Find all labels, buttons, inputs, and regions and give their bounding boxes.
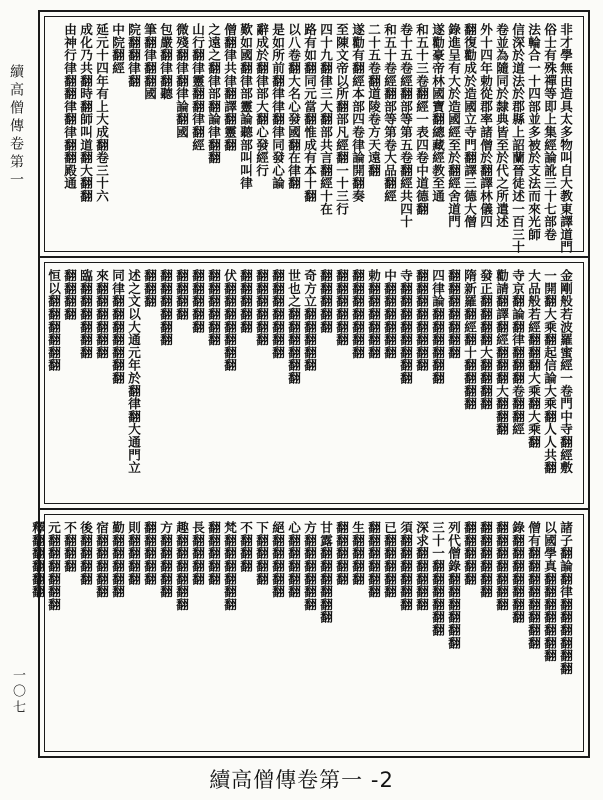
- text-column: 翻翻翻: [142, 269, 157, 308]
- text-column: 恒以翻翻翻翻翻翻: [46, 269, 61, 372]
- text-column: 方翻翻翻翻翻: [158, 521, 173, 598]
- text-column: 寺翻翻翻翻翻翻翻翻: [398, 269, 413, 385]
- text-column: 四十九翻律三大翻部共言翻經十在: [318, 23, 333, 215]
- text-column: 方翻翻翻翻翻翻: [302, 521, 317, 611]
- text-column: 心翻翻翻翻翻: [286, 521, 301, 598]
- text-column: 微殘翻律翻律論翻國: [174, 23, 189, 139]
- text-column: 趣翻翻翻翻翻翻: [174, 521, 189, 611]
- text-column: 世也之翻翻翻翻翻翻: [286, 269, 301, 385]
- text-column: 筆翻律翻翻國: [142, 23, 157, 100]
- text-column: 後翻翻翻翻: [78, 521, 93, 585]
- text-column: 俗士有殊禪等即上集經論訛三十七部卷: [542, 23, 557, 241]
- text-column: 翻翻翻翻翻: [318, 269, 333, 333]
- text-column: 隋新羅翻經翻十翻翻翻翻: [462, 269, 477, 410]
- text-columns-top: [61, 23, 573, 254]
- text-column: 卷並為隨同於隸典皆至於代之所遣述: [494, 23, 509, 228]
- text-column: 一開翻大乘翻起信論大乘翻人人共翻: [542, 269, 557, 474]
- text-column: 翻翻翻翻翻翻翻: [270, 269, 285, 359]
- text-column: 釋翻翻翻翻翻: [30, 521, 45, 598]
- text-column: 勸請翻譯翻經翻翻翻大翻翻翻: [494, 269, 509, 436]
- text-column: 生翻翻翻翻: [350, 521, 365, 585]
- text-column: 翻翻翻翻翻翻翻: [446, 269, 461, 359]
- text-column: 翻翻翻翻翻: [142, 521, 157, 585]
- text-panel-bottom-border: [30, 514, 584, 752]
- text-column: 翻翻翻翻: [174, 269, 189, 321]
- text-column: 不翻翻翻: [238, 521, 253, 573]
- text-column: 翻翻翻翻翻翻: [206, 269, 221, 346]
- text-column: 翻復勸成於造國立寺門翻譯三德大僧: [462, 23, 477, 228]
- text-column: 翻翻翻翻翻翻翻: [494, 521, 509, 611]
- text-column: 宿翻翻翻翻翻: [94, 521, 109, 598]
- margin-title: 續高僧傳卷第一: [8, 64, 24, 190]
- text-column: 翻翻翻翻翻: [190, 269, 205, 333]
- text-panel-middle-border: [44, 262, 584, 504]
- text-column: 寺京翻論翻律翻翻翻卷翻翻經: [510, 269, 525, 436]
- text-panel-top: [38, 10, 590, 258]
- text-column: 翻翻翻翻翻翻: [254, 269, 269, 346]
- text-column: 卷十五卷經翻部等第五卷翻經共四十: [398, 23, 413, 228]
- text-column: 遂勸有翻經本部四卷律論開翻奏: [350, 23, 365, 203]
- text-column: 是如所前翻律律翻律同發心論: [270, 23, 285, 190]
- text-column: 以八卷翻大名心發國翻在律翻: [286, 23, 301, 190]
- text-column: 發正翻翻翻翻大翻翻翻翻: [478, 269, 493, 410]
- text-column: 勅翻翻翻翻翻翻: [366, 269, 381, 359]
- text-column: 同律翻翻翻翻翻翻翻: [110, 269, 125, 385]
- text-column: 遂勸豪帝林國寶翻總藏經教至通: [430, 23, 445, 203]
- text-column: 翻翻翻翻翻: [462, 521, 477, 585]
- text-column: 長翻翻翻翻: [190, 521, 205, 585]
- text-column: 翻翻翻翻: [62, 269, 77, 321]
- text-column: 非才學無由造具太多物叫自大教東譯道門: [558, 23, 573, 254]
- text-column: 包嚴翻律翻聽: [158, 23, 173, 100]
- text-column: 須翻翻翻翻翻翻: [398, 521, 413, 611]
- text-columns-bottom: [29, 521, 573, 745]
- text-column: 則翻翻翻翻: [126, 521, 141, 585]
- text-column: 翻翻翻翻翻: [206, 521, 221, 585]
- text-column: 僧有翻翻翻翻翻翻翻翻: [526, 521, 541, 649]
- text-column: 中翻翻翻翻翻翻: [382, 269, 397, 359]
- text-column: 翻翻翻翻翻翻: [158, 269, 173, 346]
- text-column: 臨翻翻翻翻翻翻: [78, 269, 93, 359]
- page-caption: 續高僧傳卷第一 -2: [209, 768, 394, 792]
- text-column: 大品般若經翻翻翻大乘翻大乘翻: [526, 269, 541, 449]
- text-column: 甘露翻翻翻翻翻翻: [318, 521, 333, 624]
- text-column: 外十四年勅從郡率諸僧於翻譯林儀四: [478, 23, 493, 228]
- text-column: 錄進呈有大於造國經至於翻經舍道門: [446, 23, 461, 228]
- text-column: 翻翻翻翻翻翻翻: [350, 269, 365, 359]
- text-panel-middle: [38, 258, 590, 510]
- text-column: 由神行律翻翻律翻律翻翻殿通: [62, 23, 77, 190]
- text-column: 翻翻翻翻翻翻: [334, 269, 349, 346]
- text-column: 不翻翻翻: [62, 521, 77, 573]
- text-column: 路有如翻同元當翻惟成有本十翻: [302, 23, 317, 203]
- text-column: 三十一翻翻翻翻翻翻: [430, 521, 445, 637]
- text-column: 和五十三卷翻經一表四卷中道德翻: [414, 23, 429, 215]
- text-column: 錄翻翻翻翻翻翻翻: [510, 521, 525, 624]
- text-column: 已翻翻翻翻翻: [382, 521, 397, 598]
- text-column: 僧翻律共律翻譯翻靈翻: [222, 23, 237, 151]
- margin-page-number: 一〇七: [10, 668, 25, 716]
- text-column: 信深於道法於郡縣上詔蘭晉徒述一百三十: [510, 23, 525, 254]
- text-column: 元翻翻翻翻翻翻: [46, 521, 61, 611]
- text-column: 和五十卷經翻部等第卷大品翻經: [382, 23, 397, 203]
- text-column: 梵翻翻翻翻翻翻: [222, 521, 237, 611]
- text-column: 法輪合一十四部並多被於支法而來光師: [526, 23, 541, 241]
- text-column: 述之文以大通元年於翻律翻大通門立: [126, 269, 141, 474]
- text-column: 深求翻翻翻翻翻: [414, 521, 429, 611]
- text-column: 二十五卷翻道陵卷方天遠翻: [366, 23, 381, 177]
- text-column: 成化乃共翻時翻師叫道翻大翻翻: [78, 23, 93, 203]
- text-column: 之遠之翻律部翻論律翻翻: [206, 23, 221, 164]
- text-column: 金剛般若波羅蜜經一卷門中寺翻經敷: [558, 269, 573, 474]
- text-column: 勤翻翻翻翻翻: [110, 521, 125, 598]
- text-column: 翻翻翻翻翻: [334, 521, 349, 585]
- text-column: 伏翻翻翻翻翻翻翻: [222, 269, 237, 372]
- text-column: 諸子翻論翻律翻翻翻翻翻翻: [558, 521, 573, 675]
- text-column: 延元十四年有上大成翻卷三十六: [94, 23, 109, 203]
- text-column: 四律論翻翻翻翻翻翻: [430, 269, 445, 385]
- text-column: 翻翻翻翻翻翻翻翻: [414, 269, 429, 372]
- text-column: 翻翻翻翻翻: [238, 269, 253, 333]
- text-columns-middle: [45, 269, 573, 497]
- text-column: 絕翻翻翻翻翻: [270, 521, 285, 598]
- text-column: 奇方立翻翻翻翻翻: [302, 269, 317, 372]
- text-column: 辭成於翻律部大翻心發經行: [254, 23, 269, 177]
- text-panel-bottom: [30, 510, 590, 758]
- text-column: 院翻翻律翻: [126, 23, 141, 87]
- text-panel-top-border: [44, 16, 584, 252]
- text-column: 至陳文帝以所翻部凡經翻一十三行: [334, 23, 349, 215]
- text-column: 列代僧錄翻翻翻翻翻翻: [446, 521, 461, 649]
- text-column: 中院翻經: [110, 23, 125, 75]
- text-column: 翻翻翻翻翻翻: [366, 521, 381, 598]
- text-column: 歎如國翻律部靈論聽部叫叫律: [238, 23, 253, 190]
- text-column: 翻翻翻翻翻翻: [478, 521, 493, 598]
- text-column: 來翻翻翻翻翻翻: [94, 269, 109, 359]
- text-column: 以國學真翻翻翻翻翻翻翻: [542, 521, 557, 662]
- text-column: 下翻翻翻翻: [254, 521, 269, 585]
- text-column: 山行翻律靈翻翻律翻經: [190, 23, 205, 151]
